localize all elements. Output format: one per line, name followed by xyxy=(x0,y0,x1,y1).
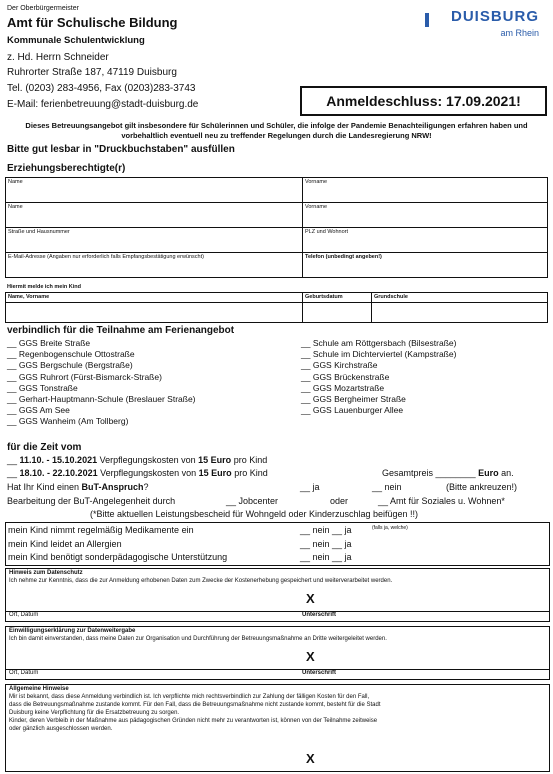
deadline-box: Anmeldeschluss: 17.09.2021! xyxy=(300,86,547,116)
school-option[interactable]: __ GGS Breite Straße xyxy=(7,338,91,348)
guardian2-name-field[interactable]: Name xyxy=(6,203,303,228)
health-no-option[interactable]: __ nein __ ja xyxy=(300,552,352,562)
general-text-2: dass die Betreuungsmaßnahme zustande kommt. Für den Fall, dass die Betreuungsmaßnahme nicht zustande kommt, besteht für die Stadt xyxy=(9,702,381,708)
period-option-1[interactable]: __ 11.10. - 15.10.2021 Verpflegungskosten von 15 Euro pro Kind xyxy=(7,455,268,465)
child-birth-field[interactable] xyxy=(303,303,372,323)
privacy-signature[interactable]: Unterschrift xyxy=(302,612,337,618)
school-option[interactable]: __ GGS Bergschule (Bergstraße) xyxy=(7,360,133,371)
child-table xyxy=(5,292,548,323)
health-row: mein Kind leidet an Allergien xyxy=(8,539,122,549)
school-option[interactable]: __ Gerhart-Hauptmann-Schule (Breslauer Straße) xyxy=(7,394,196,405)
school-option[interactable]: __ GGS Lauenburger Allee xyxy=(301,405,404,416)
but-question: Hat Ihr Kind einen BuT-Anspruch? xyxy=(7,482,149,492)
school-option[interactable]: __ GGS Mozartstraße xyxy=(301,382,385,393)
child-intro: Hiermit melde ich mein Kind xyxy=(7,284,81,290)
logo-bar-icon xyxy=(425,13,429,27)
health-no-option[interactable]: __ nein __ ja xyxy=(300,539,352,549)
privacy-sign-x: X xyxy=(306,591,315,606)
period-title: für die Zeit vom xyxy=(7,442,82,453)
privacy-text: Ich nehme zur Kenntnis, dass die zur Anmeldung erhobenen Daten zum Zwecke der Kostenerhebung gespeichert und weiterverarbeitet werden. xyxy=(9,578,393,584)
phone-line: Tel. (0203) 283-4956, Fax (0203)283-3743 xyxy=(7,83,196,94)
guardian-firstname-field[interactable]: Vorname xyxy=(303,178,548,203)
logo-sub: am Rhein xyxy=(500,28,539,38)
general-notes-box xyxy=(5,684,550,772)
consent-sign-x: X xyxy=(306,649,315,664)
school-option[interactable]: __ GGS Tonstraße xyxy=(7,382,78,393)
child-school-header: Grundschule xyxy=(372,293,548,303)
but-no-option[interactable]: __ nein xyxy=(372,482,402,492)
social-office-option[interactable]: __ Amt für Soziales u. Wohnen* xyxy=(378,496,505,506)
department: Kommunale Schulentwicklung xyxy=(7,35,145,46)
mayor-line: Der Oberbürgermeister xyxy=(7,5,79,12)
legible-instruction: Bitte gut lesbar in "Druckbuchstaben" ausfüllen xyxy=(7,144,235,155)
child-name-header: Name, Vorname xyxy=(6,293,303,303)
guardian2-firstname-field[interactable]: Vorname xyxy=(303,203,548,228)
jobcenter-option[interactable]: __ Jobcenter xyxy=(226,496,279,506)
child-name-field[interactable] xyxy=(6,303,303,323)
if-yes-which: (falls ja, welche) xyxy=(372,525,408,531)
phone-field[interactable]: Telefon (unbedingt angeben!) xyxy=(303,253,548,278)
guardians-table xyxy=(5,177,548,278)
total-price: Gesamtpreis ________ Euro an. xyxy=(382,468,514,478)
schools-left-list xyxy=(7,338,196,428)
address-line: Ruhrorter Straße 187, 47119 Duisburg xyxy=(7,67,177,78)
privacy-title: Hinweis zum Datenschutz xyxy=(9,570,83,576)
school-option[interactable]: __ GGS Am See xyxy=(7,405,70,416)
street-field[interactable]: Straße und Hausnummer xyxy=(6,228,303,253)
school-option[interactable]: __ GGS Brückenstraße xyxy=(301,371,390,382)
school-option[interactable]: __ GGS Wanheim (Am Tollberg) xyxy=(7,416,129,427)
general-text-3: Duisburg keine Verpflichtung für die Ersatzbetreuung zu sorgen. xyxy=(9,710,180,716)
health-row: mein Kind benötigt sonderpädagogische Unterstützung xyxy=(8,552,228,562)
consent-title: Einwilligungserklärung zur Datenweitergabe xyxy=(9,628,136,634)
consent-signature[interactable]: Unterschrift xyxy=(302,670,337,676)
period-option-2[interactable]: __ 18.10. - 22.10.2021 Verpflegungskosten von 15 Euro pro Kind xyxy=(7,468,268,478)
general-sign-x: X xyxy=(306,751,315,766)
consent-place-date[interactable]: Ort, Datum xyxy=(9,670,39,676)
guardians-title: Erziehungsberechtigte(r) xyxy=(7,163,126,174)
consent-box xyxy=(5,626,550,680)
school-option[interactable]: __ Schule am Röttgersbach (Bilsestraße) xyxy=(301,338,457,348)
general-title: Allgemeine Hinweise xyxy=(9,686,69,692)
school-option[interactable]: __ Regenbogenschule Ottostraße xyxy=(7,349,135,360)
privacy-box xyxy=(5,568,550,622)
but-processing: Bearbeitung der BuT-Angelegenheit durch xyxy=(7,496,176,506)
email-line: E-Mail: ferienbetreuung@stadt-duisburg.de xyxy=(7,99,199,110)
child-birth-header: Geburtsdatum xyxy=(303,293,372,303)
or-label: oder xyxy=(330,496,349,506)
pandemic-notice: Dieses Betreuungsangebot gilt insbesondere für Schülerinnen und Schüler, die infolge der Pandemie Benachteiligungen erfahren haben und vorbehaltlich eventuell neu zu treffender Regelungen durch die Landesregierung NRW! xyxy=(25,121,528,140)
general-text-4: Kinder, deren Verbleib in der Maßnahme aus pädagogischen Gründen nicht mehr zu verantworten ist, können von der Teilnahme zeitweise xyxy=(9,718,378,724)
general-text-1: Mir ist bekannt, dass diese Anmeldung verbindlich ist. Ich verpflichte mich rechtsverbindlich zur Zahlung der fälligen Kosten für den Fall, xyxy=(9,694,370,700)
attention-line: z. Hd. Herrn Schneider xyxy=(7,52,109,63)
zip-city-field[interactable]: PLZ und Wohnort xyxy=(303,228,548,253)
health-box xyxy=(5,522,550,566)
office-title: Amt für Schulische Bildung xyxy=(7,15,178,30)
general-text-5: oder gänzlich ausgeschlossen werden. xyxy=(9,726,113,732)
health-no-option[interactable]: __ nein __ ja xyxy=(300,525,352,535)
but-cross-hint: (Bitte ankreuzen!) xyxy=(446,482,518,492)
child-school-field[interactable] xyxy=(372,303,548,323)
but-note: (*Bitte aktuellen Leistungsbescheid für Wohngeld oder Kinderzuschlag beifügen !!) xyxy=(90,509,419,519)
school-option[interactable]: __ Schule im Dichterviertel (Kampstraße) xyxy=(301,349,457,360)
consent-text: Ich bin damit einverstanden, dass meine Daten zur Organisation und Durchführung der Betreuungsmaßnahme an Dritte weitergeleitet werden. xyxy=(9,636,387,642)
guardian-name-field[interactable]: Name xyxy=(6,178,303,203)
schools-title: verbindlich für die Teilnahme am Ferienangebot xyxy=(7,325,235,336)
school-option[interactable]: __ GGS Kirchstraße xyxy=(301,360,378,371)
logo-name: DUISBURG xyxy=(450,8,539,25)
schools-right-list xyxy=(301,338,456,416)
duisburg-logo xyxy=(425,8,543,44)
but-yes-option[interactable]: __ ja xyxy=(300,482,320,492)
school-option[interactable]: __ GGS Ruhrort (Fürst-Bismarck-Straße) xyxy=(7,371,162,382)
privacy-place-date[interactable]: Ort, Datum xyxy=(9,612,39,618)
school-option[interactable]: __ GGS Bergheimer Straße xyxy=(301,394,406,405)
health-row: mein Kind nimmt regelmäßig Medikamente ein xyxy=(8,525,194,535)
email-field[interactable]: E-Mail-Adresse (Angaben nur erforderlich falls Empfangsbestätigung erwünscht) xyxy=(6,253,303,278)
